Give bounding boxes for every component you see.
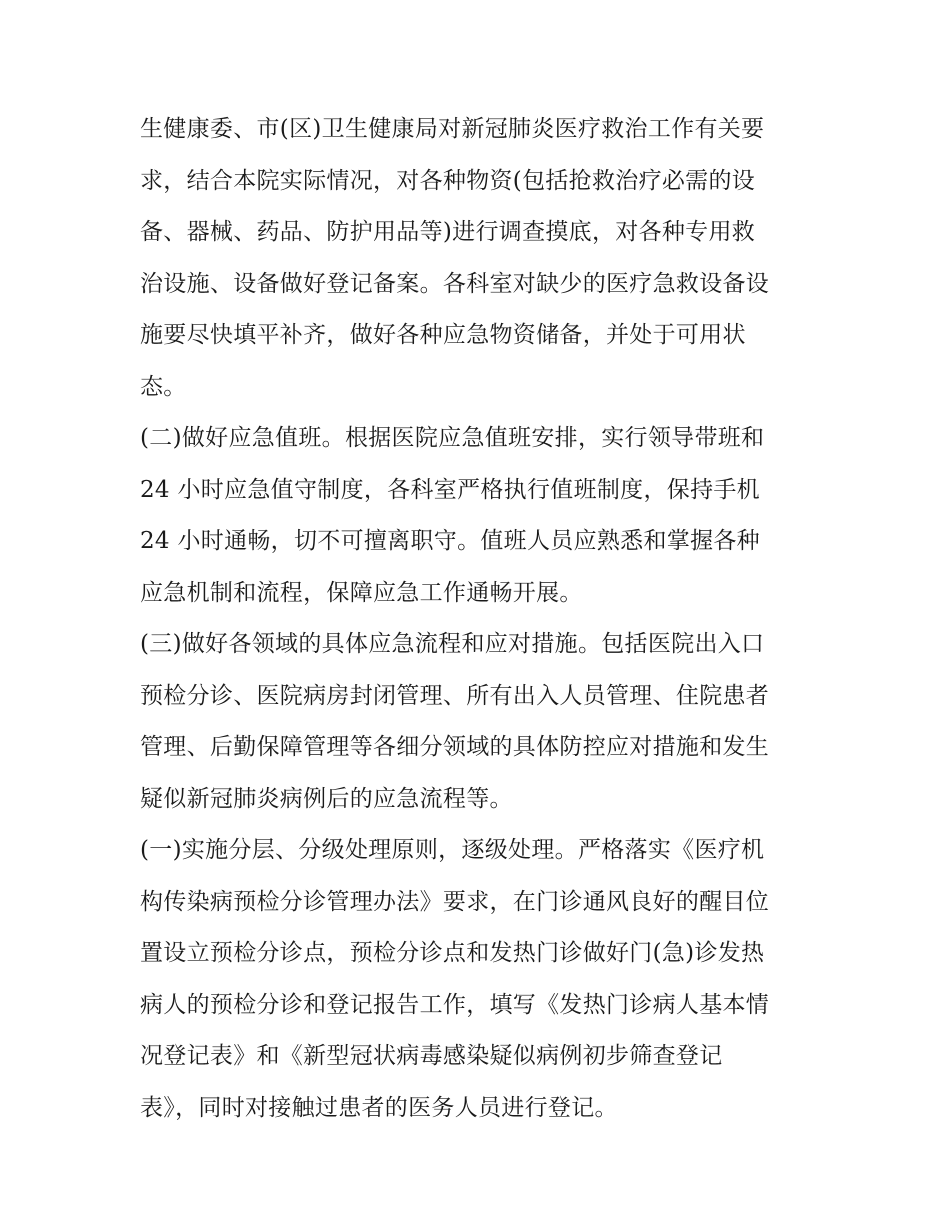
text-line: 疑似新冠肺炎病例后的应急流程等。 xyxy=(140,785,513,812)
text-line: 备、器械、药品、防护用品等)进行调查摸底，对各种专用救 xyxy=(140,219,756,245)
text-line: (一)实施分层、分级处理原则，逐级处理。严格落实《医疗机 xyxy=(140,837,765,863)
text-line: (二)做好应急值班。根据医院应急值班安排，实行领导带班和 xyxy=(140,425,765,451)
text-line: 应急机制和流程，保障应急工作通畅开展。 xyxy=(140,579,583,606)
text-line: 病人的预检分诊和登记报告工作，填写《发热门诊病人基本情 xyxy=(140,991,770,1018)
text-line: 24 小时应急值守制度，各科室严格执行值班制度，保持手机 xyxy=(140,476,760,503)
text-line: 施要尽快填平补齐，做好各种应急物资储备，并处于可用状 xyxy=(140,322,746,348)
text-line: 构传染病预检分诊管理办法》要求，在门诊通风良好的醒目位 xyxy=(140,888,770,915)
text-line: 况登记表》和《新型冠状病毒感染疑似病例初步筛查登记 xyxy=(140,1043,723,1069)
text-line: 态。 xyxy=(140,373,187,400)
text-line: 求，结合本院实际情况，对各种物资(包括抢救治疗必需的设 xyxy=(140,167,756,194)
text-line: (三)做好各领域的具体应急流程和应对措施。包括医院出入口 xyxy=(140,631,765,657)
body-text xyxy=(140,104,830,1134)
text-line: 24 小时通畅，切不可擅离职守。值班人员应熟悉和掌握各种 xyxy=(140,528,760,554)
text-line: 表》，同时对接触过患者的医务人员进行登记。 xyxy=(140,1094,618,1121)
text-line: 管理、后勤保障管理等各细分领域的具体防控应对措施和发生 xyxy=(140,734,770,760)
text-line: 治设施、设备做好登记备案。各科室对缺少的医疗急救设备设 xyxy=(140,270,770,297)
text-line: 预检分诊、医院病房封闭管理、所有出入人员管理、住院患者 xyxy=(140,682,770,709)
text-line: 置设立预检分诊点，预检分诊点和发热门诊做好门(急)诊发热 xyxy=(140,940,765,966)
text-line: 生健康委、市(区)卫生健康局对新冠肺炎医疗救治工作有关要 xyxy=(140,116,765,142)
